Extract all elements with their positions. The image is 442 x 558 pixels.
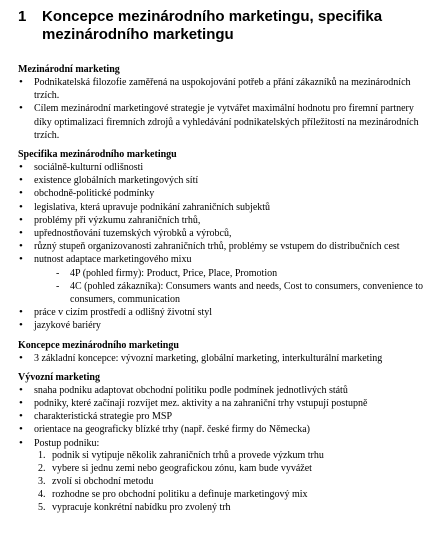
list-item: • snaha podniku adaptovat obchodní politiku podle podmínek jednotlivých států <box>18 384 432 397</box>
bullet-list <box>18 76 432 142</box>
chapter-heading <box>18 8 432 44</box>
bullet-list <box>18 352 432 365</box>
section-heading: Mezinárodní marketing <box>18 64 120 75</box>
step-text: vybere si jednu zemi nebo geografickou zónu, kam bude vyvážet <box>52 462 312 474</box>
section-heading: Specifika mezinárodního marketingu <box>18 149 177 161</box>
section-koncepce <box>18 340 432 365</box>
list-item: • orientace na geograficky blízké trhy (např. české firmy do Německa) <box>18 423 432 436</box>
sub-list <box>34 267 432 307</box>
step-number: 4. <box>38 488 46 500</box>
step-text: podnik si vytipuje několik zahraničních trhů a provede výzkum trhu <box>52 449 324 461</box>
numbered-item <box>38 502 432 515</box>
list-item-postup <box>18 437 432 515</box>
bullet-list <box>18 161 432 333</box>
step-number: 2. <box>38 462 46 474</box>
list-item: • práce v cizím prostředí a odlišný životní styl <box>18 306 432 319</box>
sub-list-item: - 4C (pohled zákazníka): Consumers wants and needs, Cost to consumers, convenience to consumers, communication <box>56 280 432 306</box>
sub-list-item: - 4P (pohled firmy): Product, Price, Place, Promotion <box>56 267 432 280</box>
list-item-mix <box>18 253 432 306</box>
step-text: vypracuje konkrétní nabídku pro zvolený trh <box>52 501 231 513</box>
step-number: 5. <box>38 501 46 513</box>
list-item: • sociálně-kulturní odlišnosti <box>18 161 432 174</box>
step-text: rozhodne se pro obchodní politiku a definuje marketingový mix <box>52 488 308 500</box>
chapter-number: 1 <box>18 8 27 25</box>
numbered-item <box>38 489 432 502</box>
bullet-list <box>18 384 432 515</box>
list-item: • obchodně-politické podmínky <box>18 187 432 200</box>
section-mezinarodni-marketing <box>18 64 432 142</box>
list-item: • Podnikatelská filozofie zaměřená na uspokojování potřeb a přání zákazníků na mezinárodních trzích. <box>18 76 432 102</box>
chapter-title: Koncepce mezinárodního marketingu, specifika mezinárodního marketingu <box>42 8 383 43</box>
numbered-item <box>38 463 432 476</box>
list-item: • jazykové bariéry <box>18 319 432 332</box>
list-item: • podniky, které začínají rozvíjet mez. aktivity a na zahraniční trhy vstupují postupně <box>18 397 432 410</box>
list-item: • charakteristická strategie pro MSP <box>18 410 432 423</box>
list-item-text: nutnost adaptace marketingového mixu <box>34 254 192 266</box>
section-vyvozni-marketing <box>18 372 432 515</box>
list-item: • problémy při výzkumu zahraničních trhů, <box>18 214 432 227</box>
list-item: • existence globálních marketingových sítí <box>18 174 432 187</box>
list-item: • různý stupeň organizovanosti zahraničních trhů, problémy se vstupem do distribučních cest <box>18 240 432 253</box>
step-number: 1. <box>38 449 46 461</box>
list-item: • 3 základní koncepce: vývozní marketing, globální marketing, interkulturální marketing <box>18 352 432 365</box>
section-heading: Vývozní marketing <box>18 371 100 383</box>
numbered-item <box>38 476 432 489</box>
section-specifika <box>18 149 432 333</box>
list-item: • Cílem mezinárodní marketingové strategie je vytvářet maximální hodnotu pro firemní partnery díky optimalizaci firemních zdrojů a vyhledávání podnikatelských příležitostí na mezinárodních trzích. <box>18 102 432 142</box>
section-heading: Koncepce mezinárodního marketingu <box>18 339 179 351</box>
list-item-text: Postup podniku: <box>34 437 100 449</box>
numbered-list <box>34 450 432 515</box>
step-number: 3. <box>38 475 46 487</box>
list-item: • legislativa, která upravuje podnikání zahraničních subjektů <box>18 201 432 214</box>
list-item: • upřednostňování tuzemských výrobků a výrobců, <box>18 227 432 240</box>
numbered-item <box>38 450 432 463</box>
step-text: zvolí si obchodní metodu <box>52 475 154 487</box>
